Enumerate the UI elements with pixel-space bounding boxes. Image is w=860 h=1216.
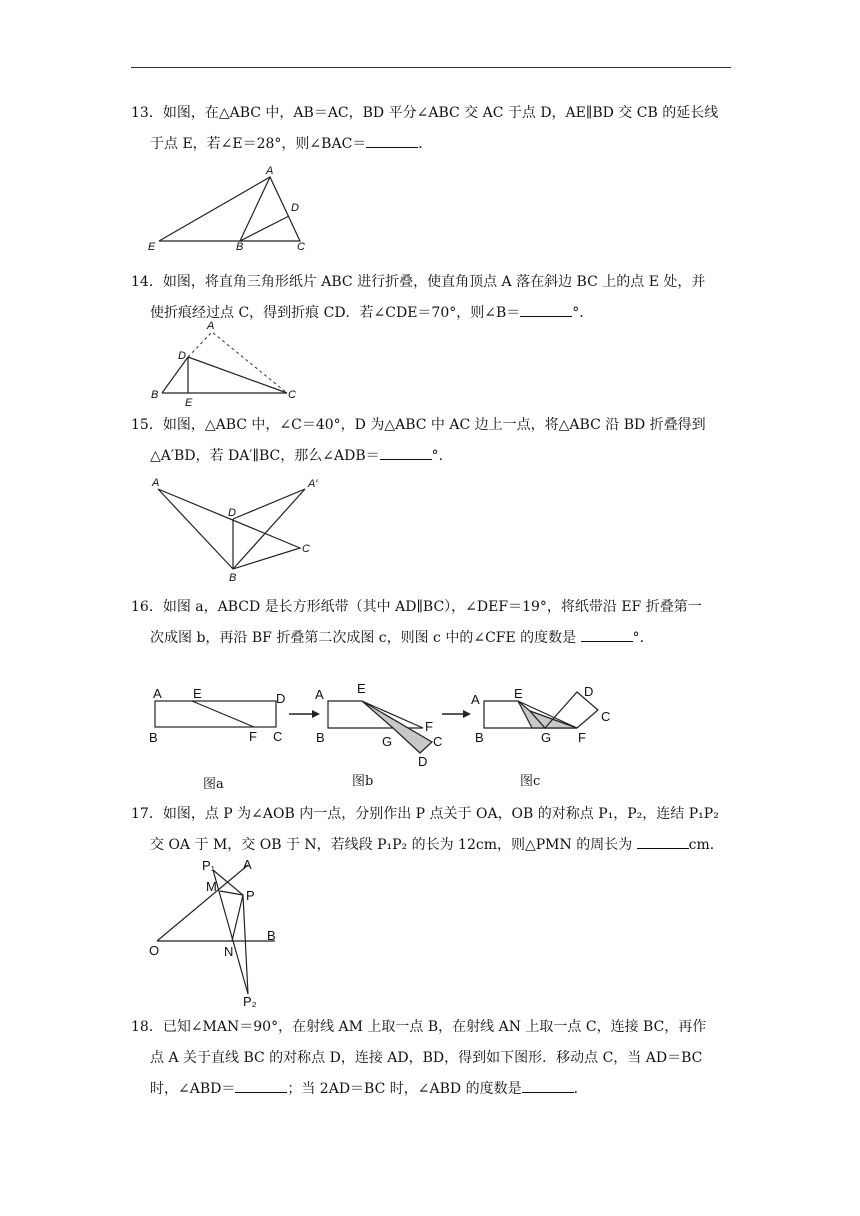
question-17 bbox=[131, 799, 731, 861]
label-d: D bbox=[291, 202, 299, 214]
question-18-line3: 时，∠ABD＝ ；当 2AD＝BC 时，∠ABD 的度数是 ． bbox=[131, 1074, 731, 1105]
question-15-line1: 15．如图，△ABC 中，∠C＝40°，D 为△ABC 中 AC 边上一点，将△ABC 沿 BD 折叠得到 bbox=[131, 417, 706, 433]
label-d: D bbox=[178, 350, 186, 362]
label-c: C bbox=[433, 734, 443, 749]
segment-da-prime bbox=[233, 489, 305, 519]
question-18 bbox=[131, 1012, 731, 1105]
figure-16b bbox=[315, 681, 442, 789]
label-e: E bbox=[148, 241, 156, 253]
question-13 bbox=[131, 98, 731, 160]
label-a: A bbox=[153, 686, 162, 701]
segment-bd bbox=[240, 216, 289, 241]
answer-blank[interactable] bbox=[380, 444, 432, 460]
label-b: B bbox=[151, 389, 159, 401]
label-p1: P₁ bbox=[202, 858, 216, 873]
caption-b: 图b bbox=[352, 774, 374, 789]
fold-line-ef bbox=[192, 701, 254, 727]
segment-p1p2 bbox=[213, 870, 248, 994]
label-b: B bbox=[149, 730, 158, 745]
segment-a-prime-b bbox=[233, 489, 305, 569]
label-d: D bbox=[584, 684, 594, 699]
label-a: A bbox=[152, 477, 160, 489]
label-e: E bbox=[514, 686, 523, 701]
label-c: C bbox=[288, 389, 296, 401]
label-b: B bbox=[267, 928, 276, 943]
question-15 bbox=[131, 410, 731, 472]
label-a: A bbox=[243, 857, 252, 872]
triangle-ae-ac bbox=[159, 177, 300, 241]
label-b: B bbox=[475, 730, 484, 745]
label-e: E bbox=[357, 681, 366, 696]
figure-13 bbox=[140, 160, 320, 255]
label-a: A bbox=[315, 687, 324, 702]
question-14-line2: 使折痕经过点 C，得到折痕 CD．若∠CDE＝70°，则∠B＝ °． bbox=[131, 298, 731, 329]
label-a: A bbox=[207, 320, 215, 332]
figure-14 bbox=[145, 318, 305, 410]
label-e: E bbox=[193, 686, 202, 701]
question-13-line2: 于点 E，若∠E＝28°，则∠BAC＝ ． bbox=[131, 129, 731, 160]
answer-blank[interactable] bbox=[637, 833, 689, 849]
answer-blank[interactable] bbox=[366, 132, 418, 148]
question-18-line1: 18．已知∠MAN＝90°，在射线 AM 上取一点 B，在射线 AN 上取一点 C，连接 BC，再作 bbox=[131, 1019, 707, 1035]
answer-blank-2[interactable] bbox=[522, 1077, 574, 1093]
segment-dc bbox=[188, 357, 287, 393]
label-o: O bbox=[149, 943, 160, 958]
question-18-line2: 点 A 关于直线 BC 的对称点 D，连接 AD，BD，得到如下图形．移动点 C，当 AD＝BC bbox=[150, 1050, 703, 1066]
question-15-line2: △A′BD，若 DA′∥BC，那么∠ADB＝ °． bbox=[131, 441, 731, 472]
label-a: A bbox=[266, 165, 274, 177]
segment-bd bbox=[162, 357, 188, 393]
label-c: C bbox=[302, 543, 310, 555]
label-p2: P₂ bbox=[243, 994, 257, 1009]
caption-c: 图c bbox=[520, 774, 541, 789]
caption-a: 图a bbox=[203, 777, 224, 792]
label-m: M bbox=[206, 879, 217, 894]
question-17-line1: 17．如图，点 P 为∠AOB 内一点，分别作出 P 点关于 OA，OB 的对称点 P₁，P₂，连结 P₁P₂ bbox=[131, 806, 719, 822]
label-f: F bbox=[578, 730, 586, 745]
strip-outline-b bbox=[328, 701, 423, 728]
label-c: C bbox=[273, 729, 283, 744]
answer-blank[interactable] bbox=[581, 626, 633, 642]
label-c: C bbox=[601, 709, 611, 724]
figure-16a bbox=[149, 686, 285, 792]
label-d: D bbox=[228, 507, 236, 519]
label-b: B bbox=[229, 572, 237, 584]
label-g: G bbox=[541, 730, 552, 745]
label-a-prime: A′ bbox=[308, 478, 318, 490]
figure-17 bbox=[140, 858, 290, 1010]
answer-blank[interactable] bbox=[520, 301, 572, 317]
label-n: N bbox=[224, 944, 234, 959]
label-b: B bbox=[236, 241, 244, 253]
label-g: G bbox=[382, 734, 393, 749]
label-f: F bbox=[249, 729, 257, 744]
arrow-right-icon bbox=[289, 710, 320, 718]
figure-15 bbox=[145, 472, 330, 584]
figure-16 bbox=[140, 678, 640, 798]
question-13-line1: 13．如图，在△ABC 中，AB＝AC，BD 平分∠ABC 交 AC 于点 D，AE∥BD 交 CB 的延长线 bbox=[131, 105, 719, 121]
answer-blank-1[interactable] bbox=[235, 1077, 287, 1093]
figure-16c bbox=[471, 684, 610, 789]
triangle-abc bbox=[158, 489, 300, 569]
label-e: E bbox=[185, 397, 193, 409]
question-16 bbox=[131, 592, 731, 654]
label-c: C bbox=[297, 241, 305, 253]
strip-rect-a bbox=[155, 701, 276, 727]
question-16-line1: 16．如图 a，ABCD 是长方形纸带（其中 AD∥BC），∠DEF＝19°，将纸带沿 EF 折叠第一 bbox=[131, 599, 702, 615]
question-14-line1: 14．如图，将直角三角形纸片 ABC 进行折叠，使直角顶点 A 落在斜边 BC 上的点 E 处，并 bbox=[131, 274, 706, 290]
label-d: D bbox=[418, 754, 428, 769]
label-b: B bbox=[316, 730, 325, 745]
segment-ab bbox=[240, 177, 270, 241]
question-16-line2: 次成图 b，再沿 BF 折叠第二次成图 c，则图 c 中的∠CFE 的度数是 °． bbox=[131, 623, 731, 654]
question-17-line2: 交 OA 于 M，交 OB 于 N，若线段 P₁P₂ 的长为 12cm，则△PMN 的周长为 cm． bbox=[131, 830, 731, 861]
header-rule bbox=[131, 67, 731, 68]
label-f: F bbox=[425, 719, 433, 734]
arrow-right-icon bbox=[442, 710, 471, 718]
label-p: P bbox=[246, 888, 255, 903]
label-d: D bbox=[276, 691, 286, 706]
label-a: A bbox=[471, 692, 480, 707]
